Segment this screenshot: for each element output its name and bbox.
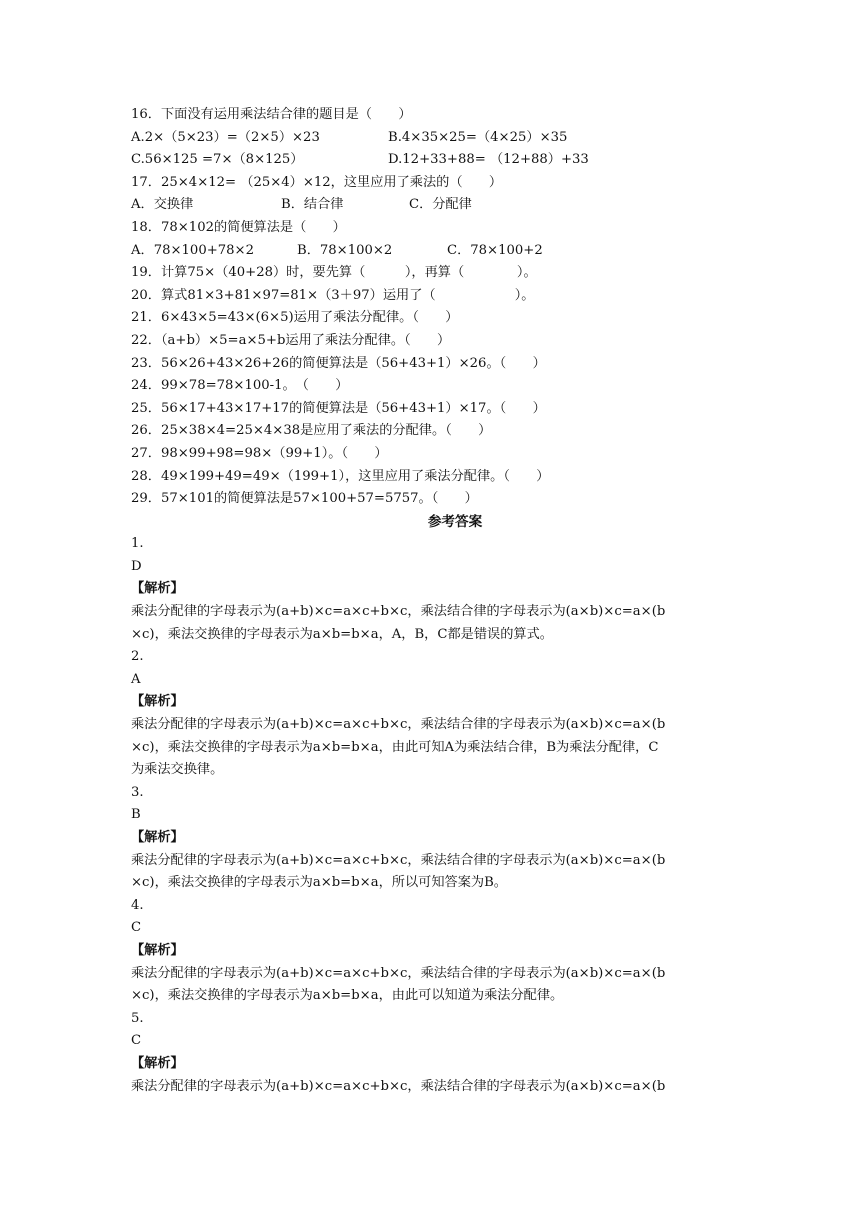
- question-24: 24．99×78=78×100-1。 （ ）: [131, 378, 349, 394]
- question-22: 22．（a+b）×5=a×5+b运用了乘法分配律。（ ）: [131, 332, 451, 348]
- answer-5-explain-label: 【解析】: [131, 1055, 184, 1071]
- q17-option-a: A．交换律: [131, 197, 194, 213]
- answer-3-choice: B: [131, 807, 141, 823]
- answer-2-choice: A: [131, 671, 141, 687]
- question-16-options-row2: [131, 149, 741, 172]
- question-27: 27．98×99+98=98×（99+1）。（ ）: [131, 445, 388, 461]
- q16-option-d: D.12+33+88= （12+88）+33: [388, 152, 589, 168]
- question-18-stem: 18．78×102的简便算法是（ ）: [131, 219, 346, 235]
- answer-4-choice: C: [131, 920, 142, 936]
- answer-2-explain-line: 乘法分配律的字母表示为(a+b)×c=a×c+b×c，乘法结合律的字母表示为(a×b)×c=a×(b: [131, 717, 666, 733]
- question-17-options: [131, 194, 741, 217]
- q16-option-a: A.2×（5×23）=（2×5）×23: [131, 129, 320, 145]
- q16-option-c: C.56×125 =7×（8×125）: [131, 152, 304, 168]
- question-23: 23．56×26+43×26+26的简便算法是（56+43+1）×26。（ ）: [131, 355, 546, 371]
- question-28: 28．49×199+49=49×（199+1），这里应用了乘法分配律。（ ）: [131, 468, 550, 484]
- q17-option-c: C．分配律: [409, 197, 472, 213]
- answer-1-choice: D: [131, 558, 142, 574]
- question-16-stem: 16．下面没有运用乘法结合律的题目是（ ）: [131, 107, 412, 122]
- question-17-stem: 17．25×4×12= （25×4）×12，这里应用了乘法的（ ）: [131, 174, 503, 190]
- document-page: [131, 104, 741, 1098]
- answer-5-explain-line: 乘法分配律的字母表示为(a+b)×c=a×c+b×c，乘法结合律的字母表示为(a×b)×c=a×(b: [131, 1078, 666, 1094]
- question-16-options-row1: [131, 127, 741, 150]
- answer-3-number: 3.: [131, 784, 144, 800]
- answer-3-explain-label: 【解析】: [131, 830, 184, 845]
- answer-4-explain-line: 乘法分配律的字母表示为(a+b)×c=a×c+b×c，乘法结合律的字母表示为(a×b)×c=a×(b: [131, 965, 666, 981]
- question-21: 21．6×43×5=43×(6×5)运用了乘法分配律。（ ）: [131, 310, 459, 326]
- answer-5-choice: C: [131, 1033, 142, 1049]
- question-29: 29．57×101的简便算法是57×100+57=5757。（ ）: [131, 491, 478, 507]
- answer-2-explain-label: 【解析】: [131, 694, 184, 710]
- q18-option-b: B．78×100×2: [297, 242, 393, 258]
- answer-4-explain-line: ×c)，乘法交换律的字母表示为a×b=b×a，由此可以知道为乘法分配律。: [131, 988, 564, 1004]
- question-25: 25．56×17+43×17+17的简便算法是（56+43+1）×17。（ ）: [131, 400, 546, 416]
- answer-1-explain-line: 乘法分配律的字母表示为(a+b)×c=a×c+b×c，乘法结合律的字母表示为(a×b)×c=a×(b: [131, 604, 666, 620]
- q18-option-a: A．78×100+78×2: [131, 242, 254, 258]
- q18-option-c: C．78×100+2: [447, 242, 543, 258]
- q16-option-b: B.4×35×25=（4×25）×35: [388, 129, 568, 145]
- answer-3-explain-line: ×c)，乘法交换律的字母表示为a×b=b×a，所以可知答案为B。: [131, 875, 507, 891]
- answers-heading: 参考答案: [427, 513, 483, 530]
- question-20: 20．算式81×3+81×97=81×（3＋97）运用了（ ）。: [131, 287, 535, 303]
- question-18-options: [131, 240, 741, 263]
- answer-2-number: 2.: [131, 649, 144, 665]
- question-19: 19．计算75×（40+28）时，要先算（ ），再算（ ）。: [131, 265, 537, 281]
- q17-option-b: B．结合律: [281, 197, 344, 213]
- answer-4-explain-label: 【解析】: [131, 942, 184, 958]
- answer-5-number: 5.: [131, 1010, 144, 1026]
- answer-1-explain-label: 【解析】: [131, 581, 184, 597]
- answer-3-explain-line: 乘法分配律的字母表示为(a+b)×c=a×c+b×c，乘法结合律的字母表示为(a×b)×c=a×(b: [131, 852, 666, 868]
- answer-4-number: 4.: [131, 897, 144, 913]
- answer-1-number: 1.: [131, 536, 144, 552]
- answer-2-explain-line: 为乘法交换律。: [131, 762, 224, 778]
- answer-1-explain-line: ×c)，乘法交换律的字母表示为a×b=b×a，A，B，C都是错误的算式。: [131, 626, 553, 642]
- answer-2-explain-line: ×c)，乘法交换律的字母表示为a×b=b×a，由此可知A为乘法结合律，B为乘法分配律，C: [131, 739, 659, 755]
- question-26: 26．25×38×4=25×4×38是应用了乘法的分配律。（ ）: [131, 423, 492, 439]
